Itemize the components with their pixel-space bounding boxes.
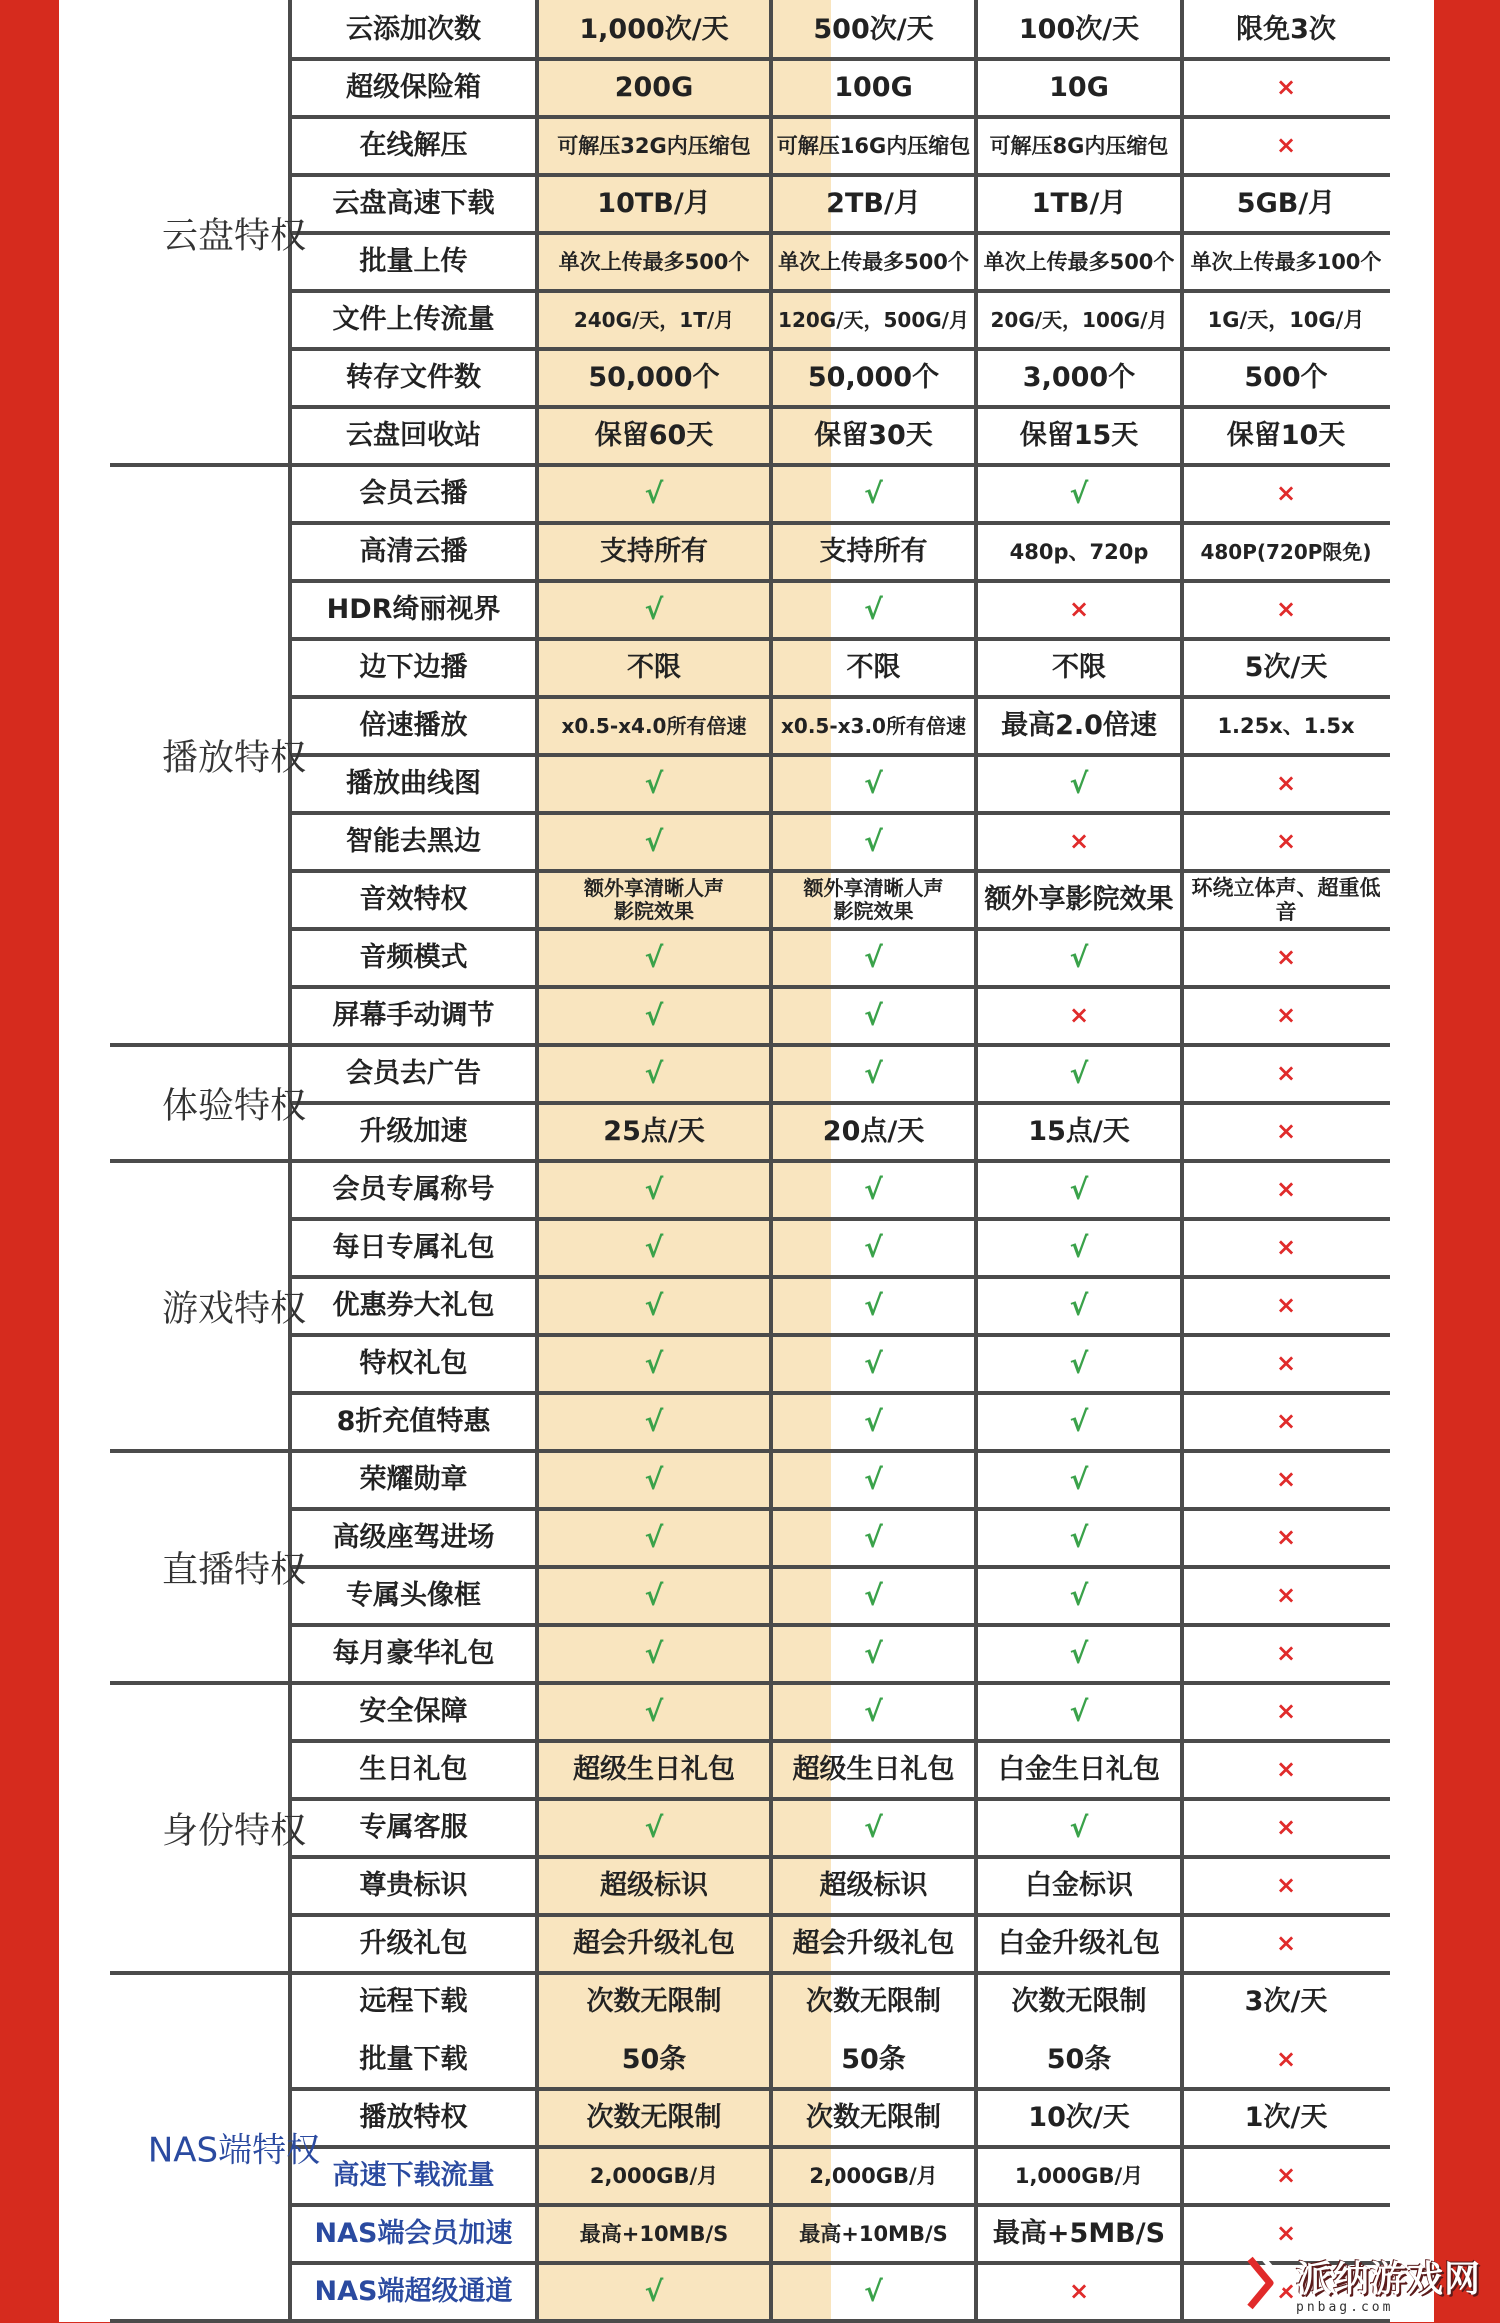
cross-icon: × <box>1275 1059 1297 1088</box>
value-cell: 不限 <box>627 652 681 684</box>
row-label: 倍速播放 <box>359 710 468 742</box>
value-cell: 保留30天 <box>814 420 933 452</box>
check-icon: √ <box>864 592 883 626</box>
row-label: 每月豪华礼包 <box>332 1638 495 1670</box>
value-cell: 额外享清晰人声 影院效果 <box>803 876 944 923</box>
check-icon: √ <box>864 1172 883 1206</box>
value-cell: 可解压8G内压缩包 <box>989 133 1169 158</box>
value-cell: 超级标识 <box>819 1870 928 1902</box>
value-cell: 超会升级礼包 <box>792 1928 955 1960</box>
value-cell: 2,000GB/月 <box>589 2163 719 2188</box>
check-icon: √ <box>644 1636 664 1670</box>
cross-icon: × <box>1275 1001 1297 1030</box>
check-icon: √ <box>864 940 883 974</box>
row-label: 特权礼包 <box>359 1348 468 1380</box>
cross-icon: × <box>1275 2045 1297 2074</box>
value-cell: 200G <box>614 72 694 104</box>
row-label: 在线解压 <box>359 130 468 162</box>
row-label: 高速下载流量 <box>332 2160 495 2192</box>
value-cell: 超级生日礼包 <box>792 1754 955 1786</box>
value-cell: 1G/天，10G/月 <box>1207 307 1365 332</box>
value-cell: 支持所有 <box>819 536 928 568</box>
value-cell: 500个 <box>1244 362 1328 394</box>
check-icon: √ <box>1069 1172 1089 1206</box>
value-cell: 50条 <box>621 2044 687 2076</box>
row-label: 安全保障 <box>359 1696 468 1728</box>
value-cell: 10G <box>1049 72 1109 104</box>
check-icon: √ <box>644 1520 664 1554</box>
watermark-title: 派纳游戏网 <box>1296 2259 1482 2300</box>
check-icon: √ <box>864 998 883 1032</box>
value-cell: 最高+10MB/S <box>799 2221 948 2246</box>
check-icon: √ <box>644 940 664 974</box>
value-cell: 单次上传最多500个 <box>983 249 1175 274</box>
cross-icon: × <box>1275 1871 1297 1900</box>
cross-icon: × <box>1275 1233 1297 1262</box>
value-cell: 白金升级礼包 <box>998 1928 1160 1960</box>
check-icon: √ <box>1069 1404 1089 1438</box>
value-cell: 单次上传最多100个 <box>1190 249 1382 274</box>
check-icon: √ <box>644 824 664 858</box>
value-cell: 1,000次/天 <box>579 14 729 46</box>
check-icon: √ <box>644 766 664 800</box>
check-icon: √ <box>864 476 883 510</box>
value-cell: 超级标识 <box>600 1870 708 1902</box>
value-cell: 480P(720P限免) <box>1200 539 1372 564</box>
cross-icon: × <box>1275 479 1297 508</box>
value-cell: 保留15天 <box>1019 420 1139 452</box>
value-cell: 限免3次 <box>1236 14 1336 46</box>
row-label: 会员专属称号 <box>332 1174 495 1206</box>
check-icon: √ <box>644 1056 664 1090</box>
value-cell: 不限 <box>846 652 901 684</box>
check-icon: √ <box>1069 766 1089 800</box>
value-cell: 最高+10MB/S <box>579 2221 729 2246</box>
cross-icon: × <box>1068 595 1090 624</box>
cross-icon: × <box>1275 1175 1297 1204</box>
cross-icon: × <box>1275 1581 1297 1610</box>
value-cell: 50,000个 <box>807 362 940 394</box>
row-label: 音效特权 <box>359 884 468 916</box>
cross-icon: × <box>1275 1523 1297 1552</box>
value-cell: 次数无限制 <box>806 1986 941 2018</box>
check-icon: √ <box>864 824 883 858</box>
check-icon: √ <box>864 1346 883 1380</box>
value-cell: 10TB/月 <box>597 188 711 220</box>
cross-icon: × <box>1275 943 1297 972</box>
row-label: 批量上传 <box>359 246 468 278</box>
value-cell: 15点/天 <box>1028 1116 1130 1148</box>
cross-icon: × <box>1275 595 1297 624</box>
row-label: 屏幕手动调节 <box>332 1000 495 1032</box>
row-label: 高级座驾进场 <box>332 1522 495 1554</box>
category-label: 播放特权 <box>161 737 306 779</box>
cross-icon: × <box>1275 1349 1297 1378</box>
value-cell: 20点/天 <box>822 1116 925 1148</box>
row-label: 音频模式 <box>359 942 468 974</box>
value-cell: 1.25x、1.5x <box>1217 713 1355 738</box>
value-cell: 支持所有 <box>600 536 708 568</box>
check-icon: √ <box>864 2274 883 2308</box>
value-cell: 1,000GB/月 <box>1014 2163 1144 2188</box>
value-cell: 50条 <box>1046 2044 1112 2076</box>
check-icon: √ <box>644 1346 664 1380</box>
category-label: NAS端特权 <box>147 2130 321 2171</box>
row-label: 超级保险箱 <box>346 72 481 104</box>
value-cell: 可解压32G内压缩包 <box>557 133 751 158</box>
check-icon: √ <box>1069 476 1089 510</box>
row-label: 远程下载 <box>359 1986 468 2018</box>
row-label: 8折充值特惠 <box>336 1406 491 1438</box>
value-cell: 额外享清晰人声 影院效果 <box>584 876 724 923</box>
check-icon: √ <box>644 1404 664 1438</box>
value-cell: 次数无限制 <box>806 2102 941 2134</box>
value-cell: 120G/天，500G/月 <box>778 307 969 332</box>
value-cell: 最高2.0倍速 <box>1001 710 1157 742</box>
row-label: 升级加速 <box>359 1116 468 1148</box>
row-label: 会员云播 <box>359 478 468 510</box>
row-label: 智能去黑边 <box>346 826 481 858</box>
value-cell: 10次/天 <box>1028 2102 1130 2134</box>
row-label: NAS端超级通道 <box>314 2276 513 2308</box>
row-label: 专属客服 <box>359 1812 468 1844</box>
check-icon: √ <box>1069 1520 1089 1554</box>
value-cell: 3次/天 <box>1244 1986 1328 2018</box>
row-label: 播放特权 <box>359 2102 468 2134</box>
check-icon: √ <box>644 1288 664 1322</box>
check-icon: √ <box>644 476 664 510</box>
check-icon: √ <box>644 1694 664 1728</box>
check-icon: √ <box>864 1462 883 1496</box>
row-label: 文件上传流量 <box>332 304 495 336</box>
cross-icon: × <box>1275 1407 1297 1436</box>
cross-icon: × <box>1068 1001 1090 1030</box>
row-label: 云添加次数 <box>346 14 481 46</box>
cross-icon: × <box>1275 2277 1297 2306</box>
value-cell: 1TB/月 <box>1031 188 1127 220</box>
category-label: 体验特权 <box>161 1085 306 1127</box>
cross-icon: × <box>1068 2277 1090 2306</box>
cross-icon: × <box>1275 827 1297 856</box>
row-label: 批量下载 <box>359 2044 468 2076</box>
check-icon: √ <box>1069 1230 1089 1264</box>
value-cell: 超级生日礼包 <box>573 1754 735 1786</box>
row-label: 边下边播 <box>359 652 468 684</box>
value-cell: 5次/天 <box>1244 652 1328 684</box>
row-label: 云盘高速下载 <box>332 188 495 220</box>
check-icon: √ <box>864 1230 883 1264</box>
check-icon: √ <box>864 1056 883 1090</box>
watermark <box>1240 2248 1492 2318</box>
check-icon: √ <box>1069 1056 1089 1090</box>
cross-icon: × <box>1275 1465 1297 1494</box>
cross-icon: × <box>1275 1117 1297 1146</box>
value-cell: 25点/天 <box>603 1116 705 1148</box>
value-cell: 超会升级礼包 <box>573 1928 735 1960</box>
value-cell: 500次/天 <box>813 14 934 46</box>
cross-icon: × <box>1275 769 1297 798</box>
value-cell: 240G/天，1T/月 <box>573 307 735 332</box>
row-label: 云盘回收站 <box>346 420 481 452</box>
row-label: 荣耀勋章 <box>359 1464 468 1496</box>
row-label: NAS端会员加速 <box>314 2218 513 2250</box>
value-cell: x0.5-x3.0所有倍速 <box>781 713 966 738</box>
check-icon: √ <box>644 998 664 1032</box>
category-label: 云盘特权 <box>161 215 306 257</box>
value-cell: 可解压16G内压缩包 <box>776 133 971 158</box>
cross-icon: × <box>1275 1291 1297 1320</box>
cross-icon: × <box>1275 1639 1297 1668</box>
watermark-logo-icon <box>1240 2253 1292 2313</box>
row-label: 高清云播 <box>359 536 468 568</box>
row-label: HDR绮丽视界 <box>326 594 501 626</box>
row-label: 升级礼包 <box>359 1928 468 1960</box>
check-icon: √ <box>864 1288 883 1322</box>
value-cell: 保留10天 <box>1226 420 1346 452</box>
cross-icon: × <box>1275 131 1297 160</box>
check-icon: √ <box>864 1520 883 1554</box>
value-cell: 最高+5MB/S <box>992 2218 1166 2250</box>
check-icon: √ <box>644 1578 664 1612</box>
value-cell: 次数无限制 <box>586 1986 722 2018</box>
check-icon: √ <box>864 766 883 800</box>
check-icon: √ <box>1069 1636 1089 1670</box>
row-label: 每日专属礼包 <box>332 1232 495 1264</box>
category-label: 直播特权 <box>161 1549 306 1591</box>
check-icon: √ <box>864 1636 883 1670</box>
value-cell: 单次上传最多500个 <box>558 249 750 274</box>
value-cell: 3,000个 <box>1022 362 1136 394</box>
value-cell: 100次/天 <box>1018 14 1140 46</box>
row-label: 播放曲线图 <box>346 768 481 800</box>
cross-icon: × <box>1275 1813 1297 1842</box>
cross-icon: × <box>1068 827 1090 856</box>
value-cell: 50条 <box>841 2044 906 2076</box>
check-icon: √ <box>864 1578 883 1612</box>
row-label: 专属头像框 <box>346 1580 481 1612</box>
value-cell: 2,000GB/月 <box>809 2163 938 2188</box>
value-cell: 次数无限制 <box>1011 1986 1147 2018</box>
value-cell: 环绕立体声、超重低音 <box>1191 875 1381 924</box>
watermark-domain: pnbag.com <box>1296 2300 1394 2315</box>
check-icon: √ <box>864 1694 883 1728</box>
value-cell: 2TB/月 <box>826 188 921 220</box>
cross-icon: × <box>1275 1755 1297 1784</box>
value-cell: 次数无限制 <box>586 2102 722 2134</box>
check-icon: √ <box>1069 1288 1089 1322</box>
check-icon: √ <box>1069 1694 1089 1728</box>
check-icon: √ <box>864 1810 883 1844</box>
value-cell: 白金标识 <box>1025 1870 1133 1902</box>
check-icon: √ <box>1069 940 1089 974</box>
value-cell: x0.5-x4.0所有倍速 <box>561 713 747 738</box>
value-cell: 100G <box>834 72 913 104</box>
check-icon: √ <box>1069 1462 1089 1496</box>
cross-icon: × <box>1275 73 1297 102</box>
value-cell: 50,000个 <box>588 362 720 394</box>
value-cell: 白金生日礼包 <box>998 1754 1160 1786</box>
category-label: 身份特权 <box>161 1810 306 1852</box>
value-cell: 不限 <box>1052 652 1106 684</box>
check-icon: √ <box>644 1172 664 1206</box>
cross-icon: × <box>1275 2219 1297 2248</box>
value-cell: 20G/天，100G/月 <box>990 307 1168 332</box>
row-label: 尊贵标识 <box>359 1870 468 1902</box>
value-cell: 额外享影院效果 <box>984 884 1174 916</box>
row-label: 优惠券大礼包 <box>332 1290 495 1322</box>
cross-icon: × <box>1275 1929 1297 1958</box>
value-cell: 480p、720p <box>1009 539 1149 564</box>
value-cell: 单次上传最多500个 <box>778 249 969 274</box>
comparison-sheet <box>59 0 1434 2322</box>
row-label: 会员去广告 <box>346 1058 481 1090</box>
cross-icon: × <box>1275 2161 1297 2190</box>
value-cell: 保留60天 <box>594 420 714 452</box>
check-icon: √ <box>644 1810 664 1844</box>
check-icon: √ <box>1069 1346 1089 1380</box>
category-label: 游戏特权 <box>161 1288 306 1330</box>
row-label: 生日礼包 <box>359 1754 468 1786</box>
check-icon: √ <box>864 1404 883 1438</box>
row-label: 转存文件数 <box>346 362 481 394</box>
check-icon: √ <box>644 592 664 626</box>
value-cell: 1次/天 <box>1244 2102 1328 2134</box>
value-cell: 5GB/月 <box>1236 188 1336 220</box>
check-icon: √ <box>644 2274 664 2308</box>
check-icon: √ <box>644 1462 664 1496</box>
check-icon: √ <box>644 1230 664 1264</box>
cross-icon: × <box>1275 1697 1297 1726</box>
check-icon: √ <box>1069 1578 1089 1612</box>
check-icon: √ <box>1069 1810 1089 1844</box>
